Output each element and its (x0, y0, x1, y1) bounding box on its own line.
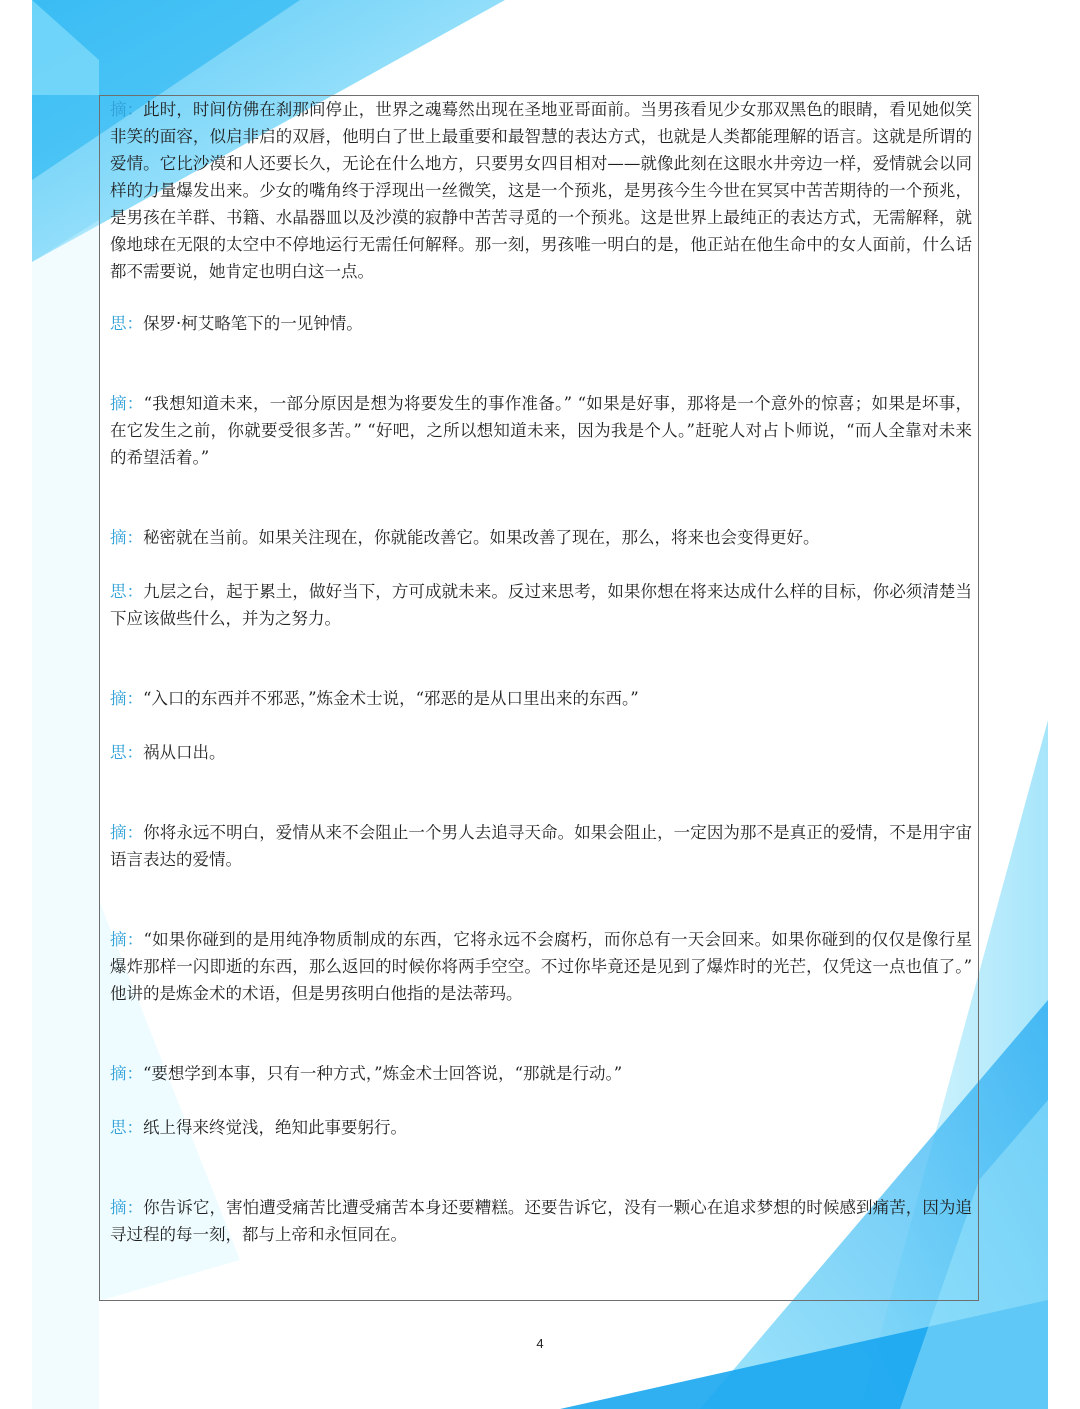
excerpt-label: 摘： (110, 100, 144, 119)
reflection-label: 思： (110, 1118, 143, 1137)
excerpt-text: 你将永远不明白，爱情从来不会阻止一个男人去追寻天命。如果会阻止，一定因为那不是真正的爱情，不是用宇宙语言表达的爱情。 (110, 823, 973, 869)
excerpt-text: 秘密就在当前。如果关注现在，你就能改善它。如果改善了现在，那么，将来也会变得更好。 (143, 528, 820, 547)
excerpt-entry (110, 926, 972, 1007)
reflection-text: 九层之台，起于累土，做好当下，方可成就未来。反过来思考，如果你想在将来达成什么样的目标，你必须清楚当下应该做些什么，并为之努力。 (110, 582, 973, 628)
excerpt-entry (110, 524, 972, 551)
reflection-label: 思： (110, 314, 143, 333)
excerpt-entry (110, 1060, 972, 1087)
excerpt-entry (110, 96, 972, 285)
reflection-entry (110, 739, 972, 766)
excerpt-label: 摘： (110, 930, 144, 949)
excerpt-text: 此时，时间仿佛在刹那间停止，世界之魂蓦然出现在圣地亚哥面前。当男孩看见少女那双黑色的眼睛，看见她似笑非笑的面容，似启非启的双唇，他明白了世上最重要和最智慧的表达方式，也就是人类都能理解的语言。这就是所谓的爱情。它比沙漠和人还要长久，无论在什么地方，只要男女四目相对——就像此刻在这眼水井旁边一样，爱情就会以同样的力量爆发出来。少女的嘴角终于浮现出一丝微笑，这是一个预兆，是男孩今生今世在冥冥中苦苦期待的一个预兆，是男孩在羊群、书籍、水晶器皿以及沙漠的寂静中苦苦寻觅的一个预兆。这是世界上最纯正的表达方式，无需解释，就像地球在无限的太空中不停地运行无需任何解释。那一刻，男孩唯一明白的是，他正站在他生命中的女人面前，什么话都不需要说，她肯定也明白这一点。 (110, 100, 973, 281)
page-number: 4 (536, 1336, 544, 1351)
excerpt-label: 摘： (110, 689, 143, 708)
reflection-text: 祸从口出。 (143, 743, 226, 762)
excerpt-label: 摘： (110, 394, 144, 413)
excerpt-label: 摘： (110, 1064, 143, 1083)
reflection-text: 纸上得来终觉浅，绝知此事要躬行。 (143, 1118, 407, 1137)
excerpt-text: “如果你碰到的是用纯净物质制成的东西，它将永远不会腐朽，而你总有一天会回来。如果你碰到的仅仅是像行星爆炸那样一闪即逝的东西，那么返回的时候你将两手空空。不过你毕竟还是见到了爆炸时的光芒，仅凭这一点也值了。” 他讲的是炼金术的术语，但是男孩明白他指的是法蒂玛。 (110, 930, 973, 1003)
excerpt-label: 摘： (110, 528, 143, 547)
excerpt-text: “我想知道未来，一部分原因是想为将要发生的事作准备。” “如果是好事，那将是一个意外的惊喜；如果是坏事，在它发生之前，你就要受很多苦。” “好吧，之所以想知道未来，因为我是个人。”赶驼人对占卜师说，“而人全靠对未来的希望活着。” (110, 394, 973, 467)
reflection-entry (110, 1114, 972, 1141)
excerpt-entry (110, 1194, 972, 1248)
reflection-label: 思： (110, 582, 144, 601)
excerpt-text: 你告诉它，害怕遭受痛苦比遭受痛苦本身还要糟糕。还要告诉它，没有一颗心在追求梦想的时候感到痛苦，因为追寻过程的每一刻，都与上帝和永恒同在。 (110, 1198, 973, 1244)
reflection-entry (110, 310, 972, 337)
excerpt-text: “入口的东西并不邪恶，”炼金术士说，“邪恶的是从口里出来的东西。” (143, 689, 639, 708)
reflection-text: 保罗·柯艾略笔下的一见钟情。 (143, 314, 363, 333)
reflection-label: 思： (110, 743, 143, 762)
excerpt-entry (110, 819, 972, 873)
excerpt-label: 摘： (110, 823, 144, 842)
excerpt-text: “要想学到本事，只有一种方式，”炼金术士回答说，“那就是行动。” (143, 1064, 623, 1083)
excerpt-entry (110, 685, 972, 712)
excerpt-entry (110, 390, 972, 471)
excerpt-label: 摘： (110, 1198, 144, 1217)
reflection-entry (110, 578, 972, 632)
